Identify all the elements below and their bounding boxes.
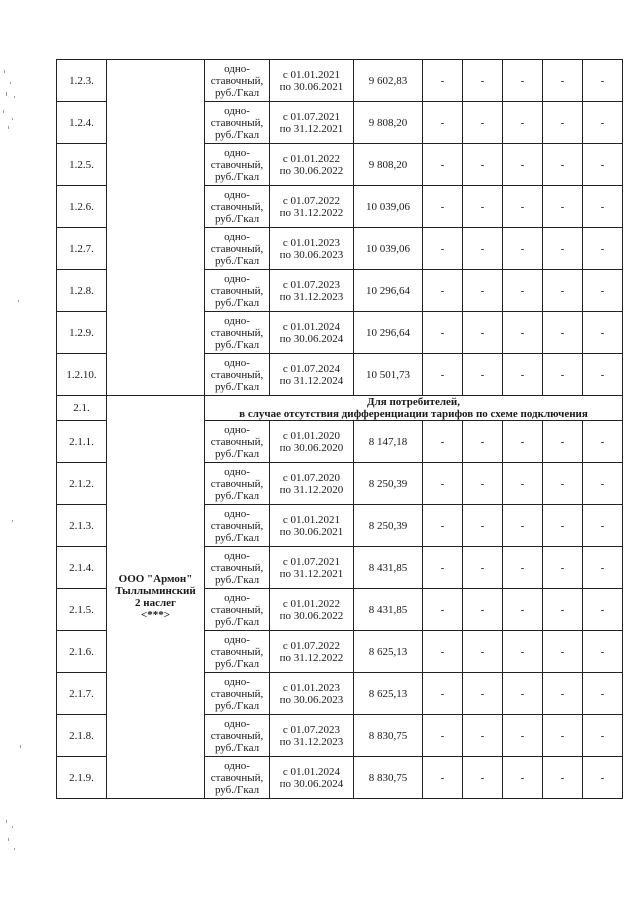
- period-from: с 01.01.2022: [282, 152, 341, 165]
- period-from: с 01.07.2024: [282, 362, 341, 375]
- section-heading-line2: в случае отсутствия дифференциации тарифов по схеме подключения: [239, 408, 588, 420]
- period-from: с 01.01.2021: [282, 68, 341, 81]
- empty-cell-dash: -: [423, 421, 463, 463]
- empty-cell-dash: -: [423, 270, 463, 312]
- tariff-unit: одно-ставочный, руб./Гкал: [205, 421, 270, 463]
- empty-cell-dash: -: [423, 186, 463, 228]
- empty-cell-dash: -: [423, 354, 463, 396]
- period-to: по 30.06.2023: [279, 248, 344, 261]
- row-number: 2.1.8.: [57, 715, 107, 757]
- empty-cell-dash: -: [583, 421, 623, 463]
- tariff-value: 8 830,75: [354, 757, 423, 799]
- validity-period: [270, 463, 354, 505]
- organization-cell: [107, 396, 205, 799]
- tariff-unit: одно-ставочный, руб./Гкал: [205, 102, 270, 144]
- empty-cell-dash: -: [423, 505, 463, 547]
- row-number: 2.1.7.: [57, 673, 107, 715]
- period-from: с 01.01.2021: [282, 513, 341, 526]
- period-to: по 30.06.2024: [279, 332, 344, 345]
- empty-cell-dash: -: [543, 547, 583, 589]
- empty-cell-dash: -: [503, 715, 543, 757]
- period-to: по 31.12.2024: [279, 374, 344, 387]
- tariff-value: 8 147,18: [354, 421, 423, 463]
- tariff-unit: одно-ставочный, руб./Гкал: [205, 228, 270, 270]
- tariff-value: 8 431,85: [354, 547, 423, 589]
- validity-period: [270, 312, 354, 354]
- period-to: по 30.06.2022: [279, 164, 344, 177]
- tariff-value: 9 808,20: [354, 144, 423, 186]
- empty-cell-dash: -: [583, 673, 623, 715]
- organization-line4: <***>: [140, 609, 171, 621]
- validity-period: [270, 60, 354, 102]
- period-from: с 01.01.2020: [282, 429, 341, 442]
- empty-cell-dash: -: [463, 673, 503, 715]
- empty-cell-dash: -: [583, 631, 623, 673]
- empty-cell-dash: -: [583, 144, 623, 186]
- empty-cell-dash: -: [503, 631, 543, 673]
- empty-cell-dash: -: [503, 228, 543, 270]
- empty-cell-dash: -: [583, 270, 623, 312]
- empty-cell-dash: -: [543, 354, 583, 396]
- row-number: 2.1.3.: [57, 505, 107, 547]
- row-number: 2.1.1.: [57, 421, 107, 463]
- period-to: по 30.06.2021: [279, 525, 344, 538]
- empty-cell-dash: -: [423, 228, 463, 270]
- row-number: 1.2.7.: [57, 228, 107, 270]
- period-to: по 31.12.2021: [279, 122, 344, 135]
- empty-cell-dash: -: [583, 60, 623, 102]
- validity-period: [270, 547, 354, 589]
- period-to: по 31.12.2023: [279, 735, 344, 748]
- tariff-unit: одно-ставочный, руб./Гкал: [205, 715, 270, 757]
- period-from: с 01.07.2023: [282, 723, 341, 736]
- row-number: 2.1.5.: [57, 589, 107, 631]
- section-heading: [205, 396, 623, 421]
- empty-cell-dash: -: [503, 186, 543, 228]
- period-to: по 31.12.2021: [279, 567, 344, 580]
- validity-period: [270, 631, 354, 673]
- empty-cell-dash: -: [463, 757, 503, 799]
- empty-cell-dash: -: [583, 312, 623, 354]
- period-from: с 01.07.2022: [282, 194, 341, 207]
- tariff-value: 9 602,83: [354, 60, 423, 102]
- organization-line1: ООО "Армон": [118, 573, 193, 585]
- empty-cell-dash: -: [543, 60, 583, 102]
- empty-cell-dash: -: [543, 421, 583, 463]
- validity-period: [270, 673, 354, 715]
- empty-cell-dash: -: [463, 102, 503, 144]
- empty-cell-dash: -: [503, 144, 543, 186]
- empty-cell-dash: -: [463, 505, 503, 547]
- empty-cell-dash: -: [543, 270, 583, 312]
- period-from: с 01.07.2023: [282, 278, 341, 291]
- empty-cell-dash: -: [583, 715, 623, 757]
- tariff-value: 10 039,06: [354, 186, 423, 228]
- period-from: с 01.01.2023: [282, 236, 341, 249]
- tariff-table: [56, 59, 623, 799]
- period-from: с 01.01.2022: [282, 597, 341, 610]
- tariff-rows-block-2: [57, 396, 623, 799]
- organization-line3: 2 наслег: [134, 597, 177, 609]
- organization-cell-empty: [107, 60, 205, 396]
- tariff-unit: одно-ставочный, руб./Гкал: [205, 673, 270, 715]
- empty-cell-dash: -: [463, 421, 503, 463]
- empty-cell-dash: -: [423, 60, 463, 102]
- empty-cell-dash: -: [463, 60, 503, 102]
- empty-cell-dash: -: [583, 354, 623, 396]
- empty-cell-dash: -: [463, 547, 503, 589]
- tariff-unit: одно-ставочный, руб./Гкал: [205, 312, 270, 354]
- empty-cell-dash: -: [583, 186, 623, 228]
- row-number: 1.2.8.: [57, 270, 107, 312]
- empty-cell-dash: -: [583, 547, 623, 589]
- empty-cell-dash: -: [503, 589, 543, 631]
- row-number: 1.2.4.: [57, 102, 107, 144]
- empty-cell-dash: -: [543, 505, 583, 547]
- empty-cell-dash: -: [503, 757, 543, 799]
- tariff-unit: одно-ставочный, руб./Гкал: [205, 547, 270, 589]
- empty-cell-dash: -: [543, 186, 583, 228]
- tariff-unit: одно-ставочный, руб./Гкал: [205, 354, 270, 396]
- period-to: по 31.12.2020: [279, 483, 344, 496]
- empty-cell-dash: -: [423, 715, 463, 757]
- row-number: 1.2.10.: [57, 354, 107, 396]
- empty-cell-dash: -: [503, 102, 543, 144]
- row-number: 1.2.9.: [57, 312, 107, 354]
- validity-period: [270, 102, 354, 144]
- validity-period: [270, 505, 354, 547]
- empty-cell-dash: -: [583, 505, 623, 547]
- empty-cell-dash: -: [423, 631, 463, 673]
- tariff-value: 8 431,85: [354, 589, 423, 631]
- row-number: 1.2.6.: [57, 186, 107, 228]
- validity-period: [270, 228, 354, 270]
- row-number: 1.2.3.: [57, 60, 107, 102]
- empty-cell-dash: -: [463, 463, 503, 505]
- empty-cell-dash: -: [583, 228, 623, 270]
- tariff-unit: одно-ставочный, руб./Гкал: [205, 589, 270, 631]
- empty-cell-dash: -: [543, 102, 583, 144]
- empty-cell-dash: -: [423, 102, 463, 144]
- empty-cell-dash: -: [503, 547, 543, 589]
- empty-cell-dash: -: [503, 421, 543, 463]
- tariff-value: 8 625,13: [354, 631, 423, 673]
- tariff-value: 8 830,75: [354, 715, 423, 757]
- scan-noise-marks: [0, 0, 40, 905]
- empty-cell-dash: -: [463, 186, 503, 228]
- tariff-value: 8 250,39: [354, 463, 423, 505]
- empty-cell-dash: -: [423, 673, 463, 715]
- empty-cell-dash: -: [583, 757, 623, 799]
- row-number: 2.1.2.: [57, 463, 107, 505]
- empty-cell-dash: -: [543, 312, 583, 354]
- validity-period: [270, 354, 354, 396]
- period-from: с 01.01.2024: [282, 765, 341, 778]
- tariff-value: 9 808,20: [354, 102, 423, 144]
- empty-cell-dash: -: [463, 589, 503, 631]
- tariff-value: 10 039,06: [354, 228, 423, 270]
- period-to: по 31.12.2023: [279, 290, 344, 303]
- period-to: по 30.06.2022: [279, 609, 344, 622]
- empty-cell-dash: -: [503, 505, 543, 547]
- validity-period: [270, 589, 354, 631]
- period-from: с 01.01.2023: [282, 681, 341, 694]
- empty-cell-dash: -: [423, 463, 463, 505]
- tariff-unit: одно-ставочный, руб./Гкал: [205, 757, 270, 799]
- empty-cell-dash: -: [543, 463, 583, 505]
- tariff-value: 10 296,64: [354, 312, 423, 354]
- empty-cell-dash: -: [423, 547, 463, 589]
- empty-cell-dash: -: [543, 715, 583, 757]
- empty-cell-dash: -: [583, 463, 623, 505]
- validity-period: [270, 715, 354, 757]
- empty-cell-dash: -: [503, 270, 543, 312]
- period-to: по 30.06.2021: [279, 80, 344, 93]
- row-number: 1.2.5.: [57, 144, 107, 186]
- tariff-value: 8 250,39: [354, 505, 423, 547]
- validity-period: [270, 757, 354, 799]
- tariff-unit: одно-ставочный, руб./Гкал: [205, 60, 270, 102]
- period-to: по 31.12.2022: [279, 651, 344, 664]
- section-number: 2.1.: [57, 396, 107, 421]
- empty-cell-dash: -: [503, 354, 543, 396]
- empty-cell-dash: -: [463, 312, 503, 354]
- empty-cell-dash: -: [423, 312, 463, 354]
- row-number: 2.1.6.: [57, 631, 107, 673]
- empty-cell-dash: -: [503, 463, 543, 505]
- empty-cell-dash: -: [463, 715, 503, 757]
- empty-cell-dash: -: [583, 102, 623, 144]
- tariff-unit: одно-ставочный, руб./Гкал: [205, 144, 270, 186]
- period-to: по 30.06.2024: [279, 777, 344, 790]
- period-from: с 01.07.2022: [282, 639, 341, 652]
- tariff-unit: одно-ставочный, руб./Гкал: [205, 463, 270, 505]
- period-to: по 30.06.2023: [279, 693, 344, 706]
- empty-cell-dash: -: [543, 228, 583, 270]
- tariff-value: 10 296,64: [354, 270, 423, 312]
- empty-cell-dash: -: [583, 589, 623, 631]
- empty-cell-dash: -: [543, 757, 583, 799]
- tariff-rows-block-1: [57, 60, 623, 396]
- period-from: с 01.07.2021: [282, 555, 341, 568]
- empty-cell-dash: -: [463, 354, 503, 396]
- organization-line2: Тыллыминский: [115, 585, 196, 597]
- validity-period: [270, 144, 354, 186]
- empty-cell-dash: -: [503, 60, 543, 102]
- empty-cell-dash: -: [463, 270, 503, 312]
- empty-cell-dash: -: [543, 631, 583, 673]
- row-number: 2.1.9.: [57, 757, 107, 799]
- empty-cell-dash: -: [463, 228, 503, 270]
- validity-period: [270, 186, 354, 228]
- empty-cell-dash: -: [543, 589, 583, 631]
- period-from: с 01.07.2021: [282, 110, 341, 123]
- section-header-row: [57, 396, 623, 421]
- tariff-unit: одно-ставочный, руб./Гкал: [205, 505, 270, 547]
- empty-cell-dash: -: [503, 673, 543, 715]
- empty-cell-dash: -: [423, 144, 463, 186]
- table-row: [57, 60, 623, 102]
- tariff-unit: одно-ставочный, руб./Гкал: [205, 631, 270, 673]
- empty-cell-dash: -: [423, 757, 463, 799]
- empty-cell-dash: -: [463, 144, 503, 186]
- validity-period: [270, 421, 354, 463]
- tariff-value: 10 501,73: [354, 354, 423, 396]
- validity-period: [270, 270, 354, 312]
- empty-cell-dash: -: [503, 312, 543, 354]
- row-number: 2.1.4.: [57, 547, 107, 589]
- section-heading-line1: Для потребителей,: [367, 396, 460, 408]
- period-from: с 01.01.2024: [282, 320, 341, 333]
- empty-cell-dash: -: [543, 673, 583, 715]
- empty-cell-dash: -: [423, 589, 463, 631]
- tariff-unit: одно-ставочный, руб./Гкал: [205, 270, 270, 312]
- empty-cell-dash: -: [543, 144, 583, 186]
- tariff-value: 8 625,13: [354, 673, 423, 715]
- period-to: по 31.12.2022: [279, 206, 344, 219]
- period-to: по 30.06.2020: [279, 441, 344, 454]
- period-from: с 01.07.2020: [282, 471, 341, 484]
- tariff-unit: одно-ставочный, руб./Гкал: [205, 186, 270, 228]
- empty-cell-dash: -: [463, 631, 503, 673]
